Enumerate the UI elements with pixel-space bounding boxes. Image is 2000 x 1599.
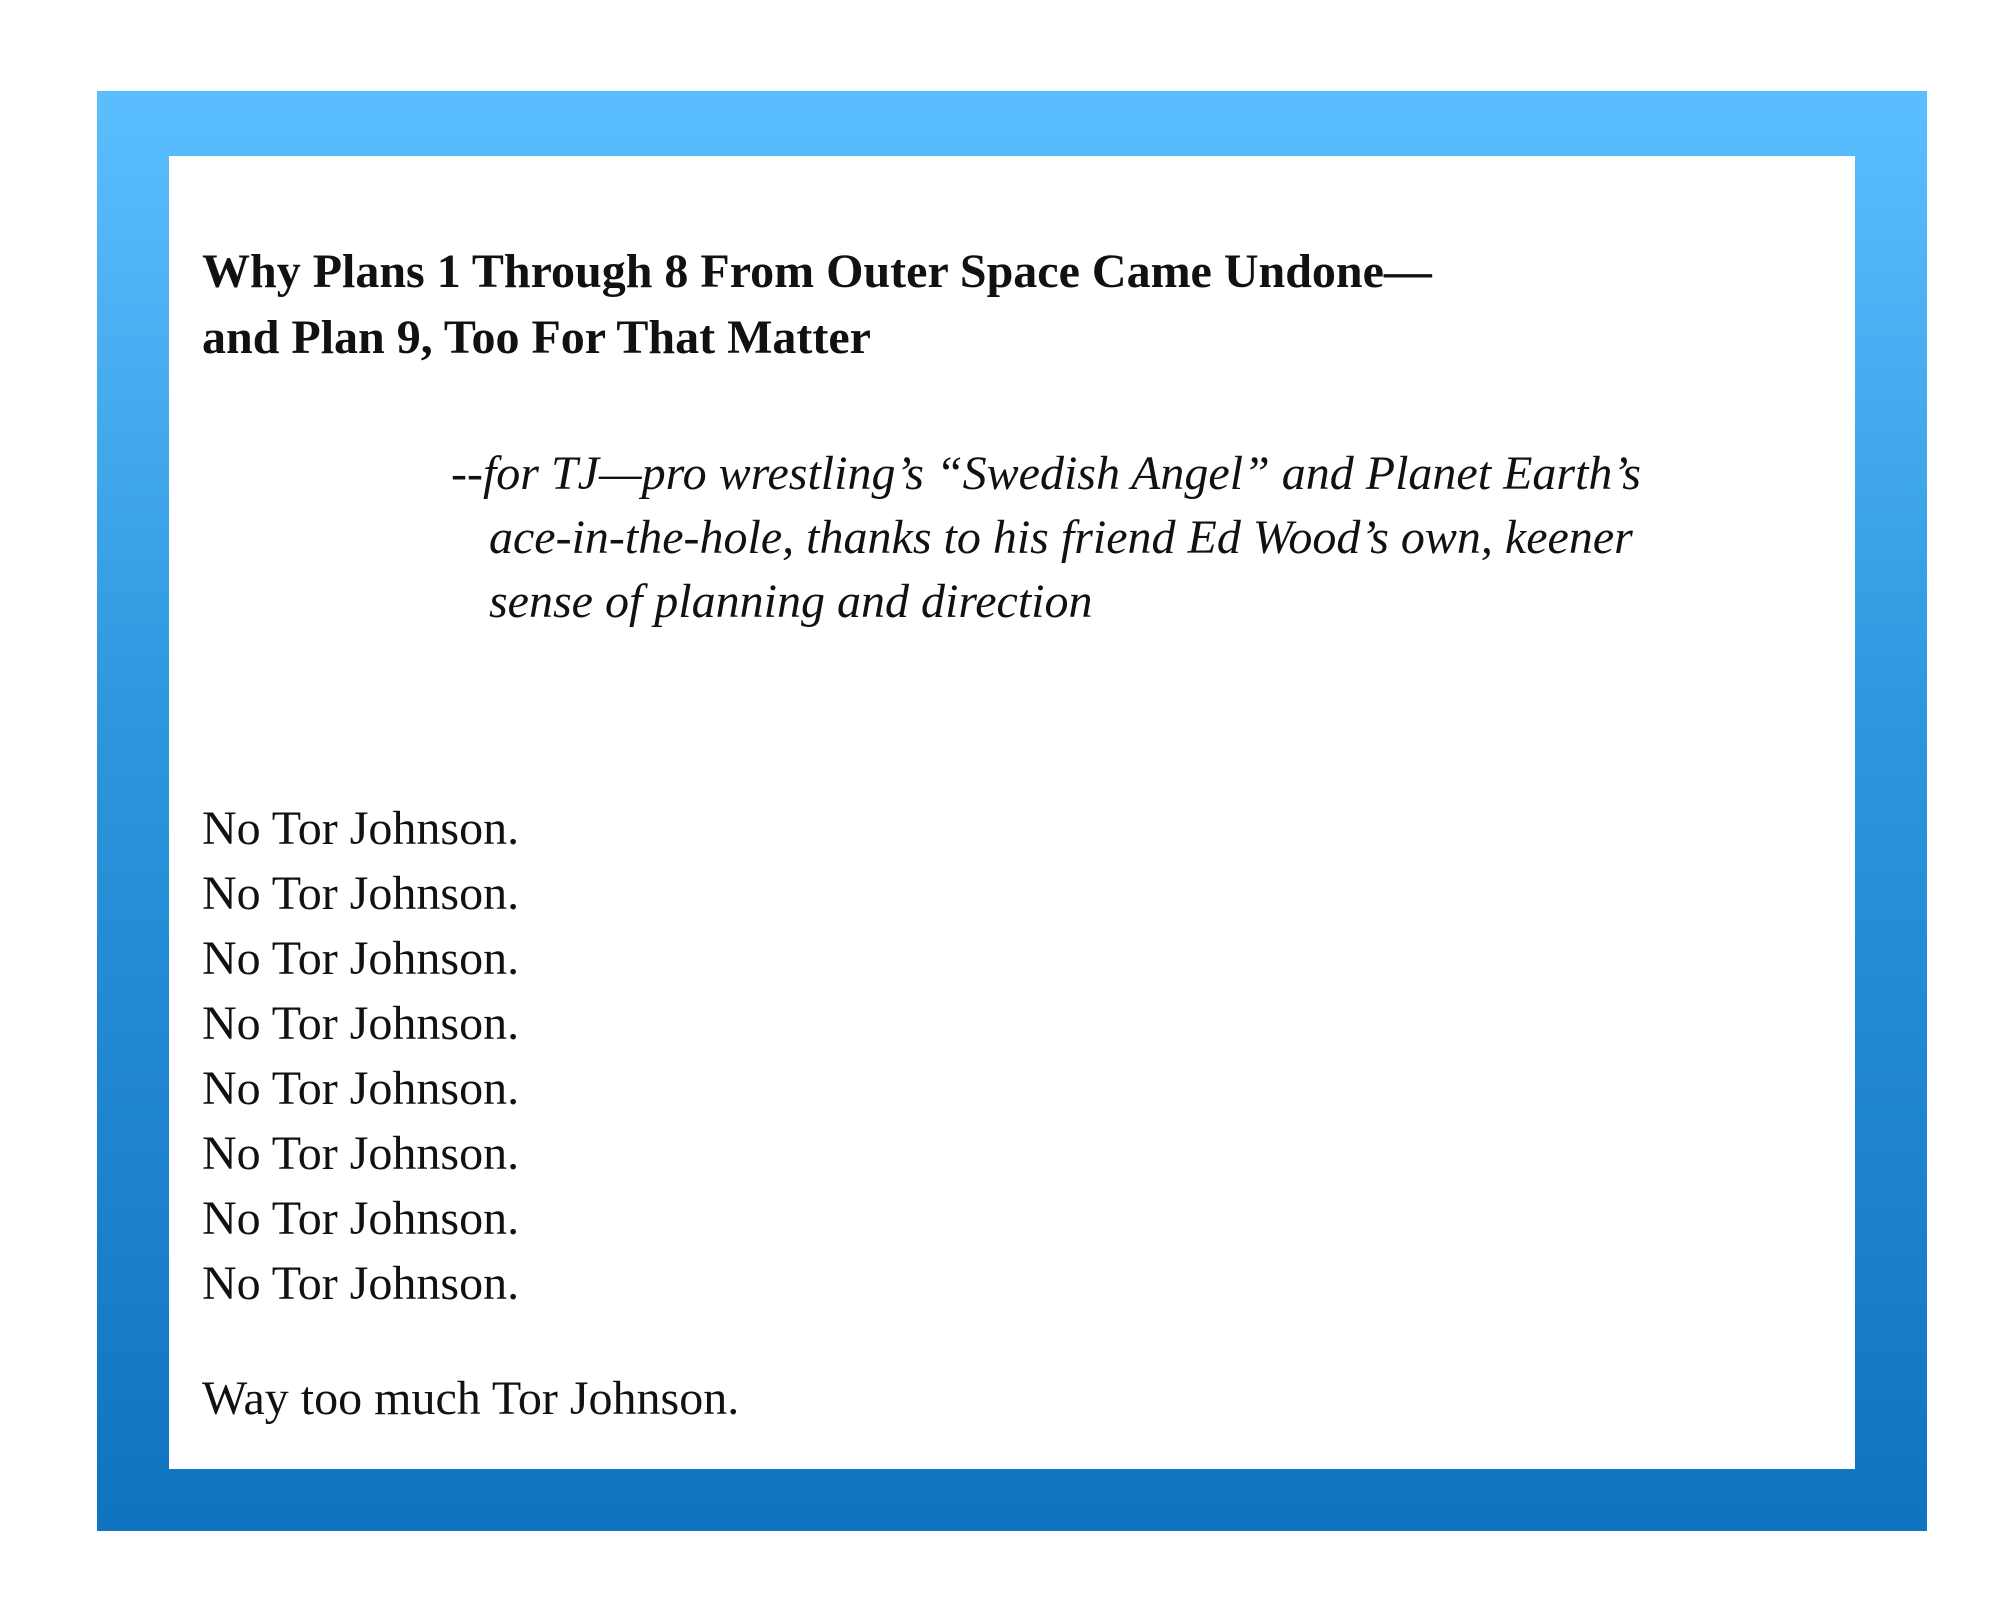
poem-panel — [169, 156, 1855, 1469]
refrain-line: No Tor Johnson. — [202, 802, 520, 855]
refrain-line: No Tor Johnson. — [202, 932, 520, 985]
poem-dedication — [451, 442, 1641, 634]
title-line-2: and Plan 9, Too For That Matter — [202, 311, 871, 364]
dedication-line-2: ace-in-the-hole, thanks to his friend Ed Wood’s own, keener — [489, 511, 1633, 564]
refrain-line: No Tor Johnson. — [202, 1062, 520, 1115]
title-line-1: Why Plans 1 Through 8 From Outer Space Came Undone— — [202, 245, 1432, 298]
poem-title — [202, 239, 1432, 371]
refrain-line: No Tor Johnson. — [202, 997, 520, 1050]
blue-frame — [97, 91, 1927, 1531]
refrain-line: No Tor Johnson. — [202, 1127, 520, 1180]
closing-line: Way too much Tor Johnson. — [202, 1372, 740, 1425]
refrain-line: No Tor Johnson. — [202, 1257, 520, 1310]
dedication-line-1: --for TJ—pro wrestling’s “Swedish Angel” and Planet Earth’s — [451, 447, 1641, 500]
refrain-line: No Tor Johnson. — [202, 867, 520, 920]
dedication-line-3: sense of planning and direction — [489, 575, 1093, 628]
refrain-stanza — [202, 796, 519, 1316]
refrain-line: No Tor Johnson. — [202, 1192, 520, 1245]
